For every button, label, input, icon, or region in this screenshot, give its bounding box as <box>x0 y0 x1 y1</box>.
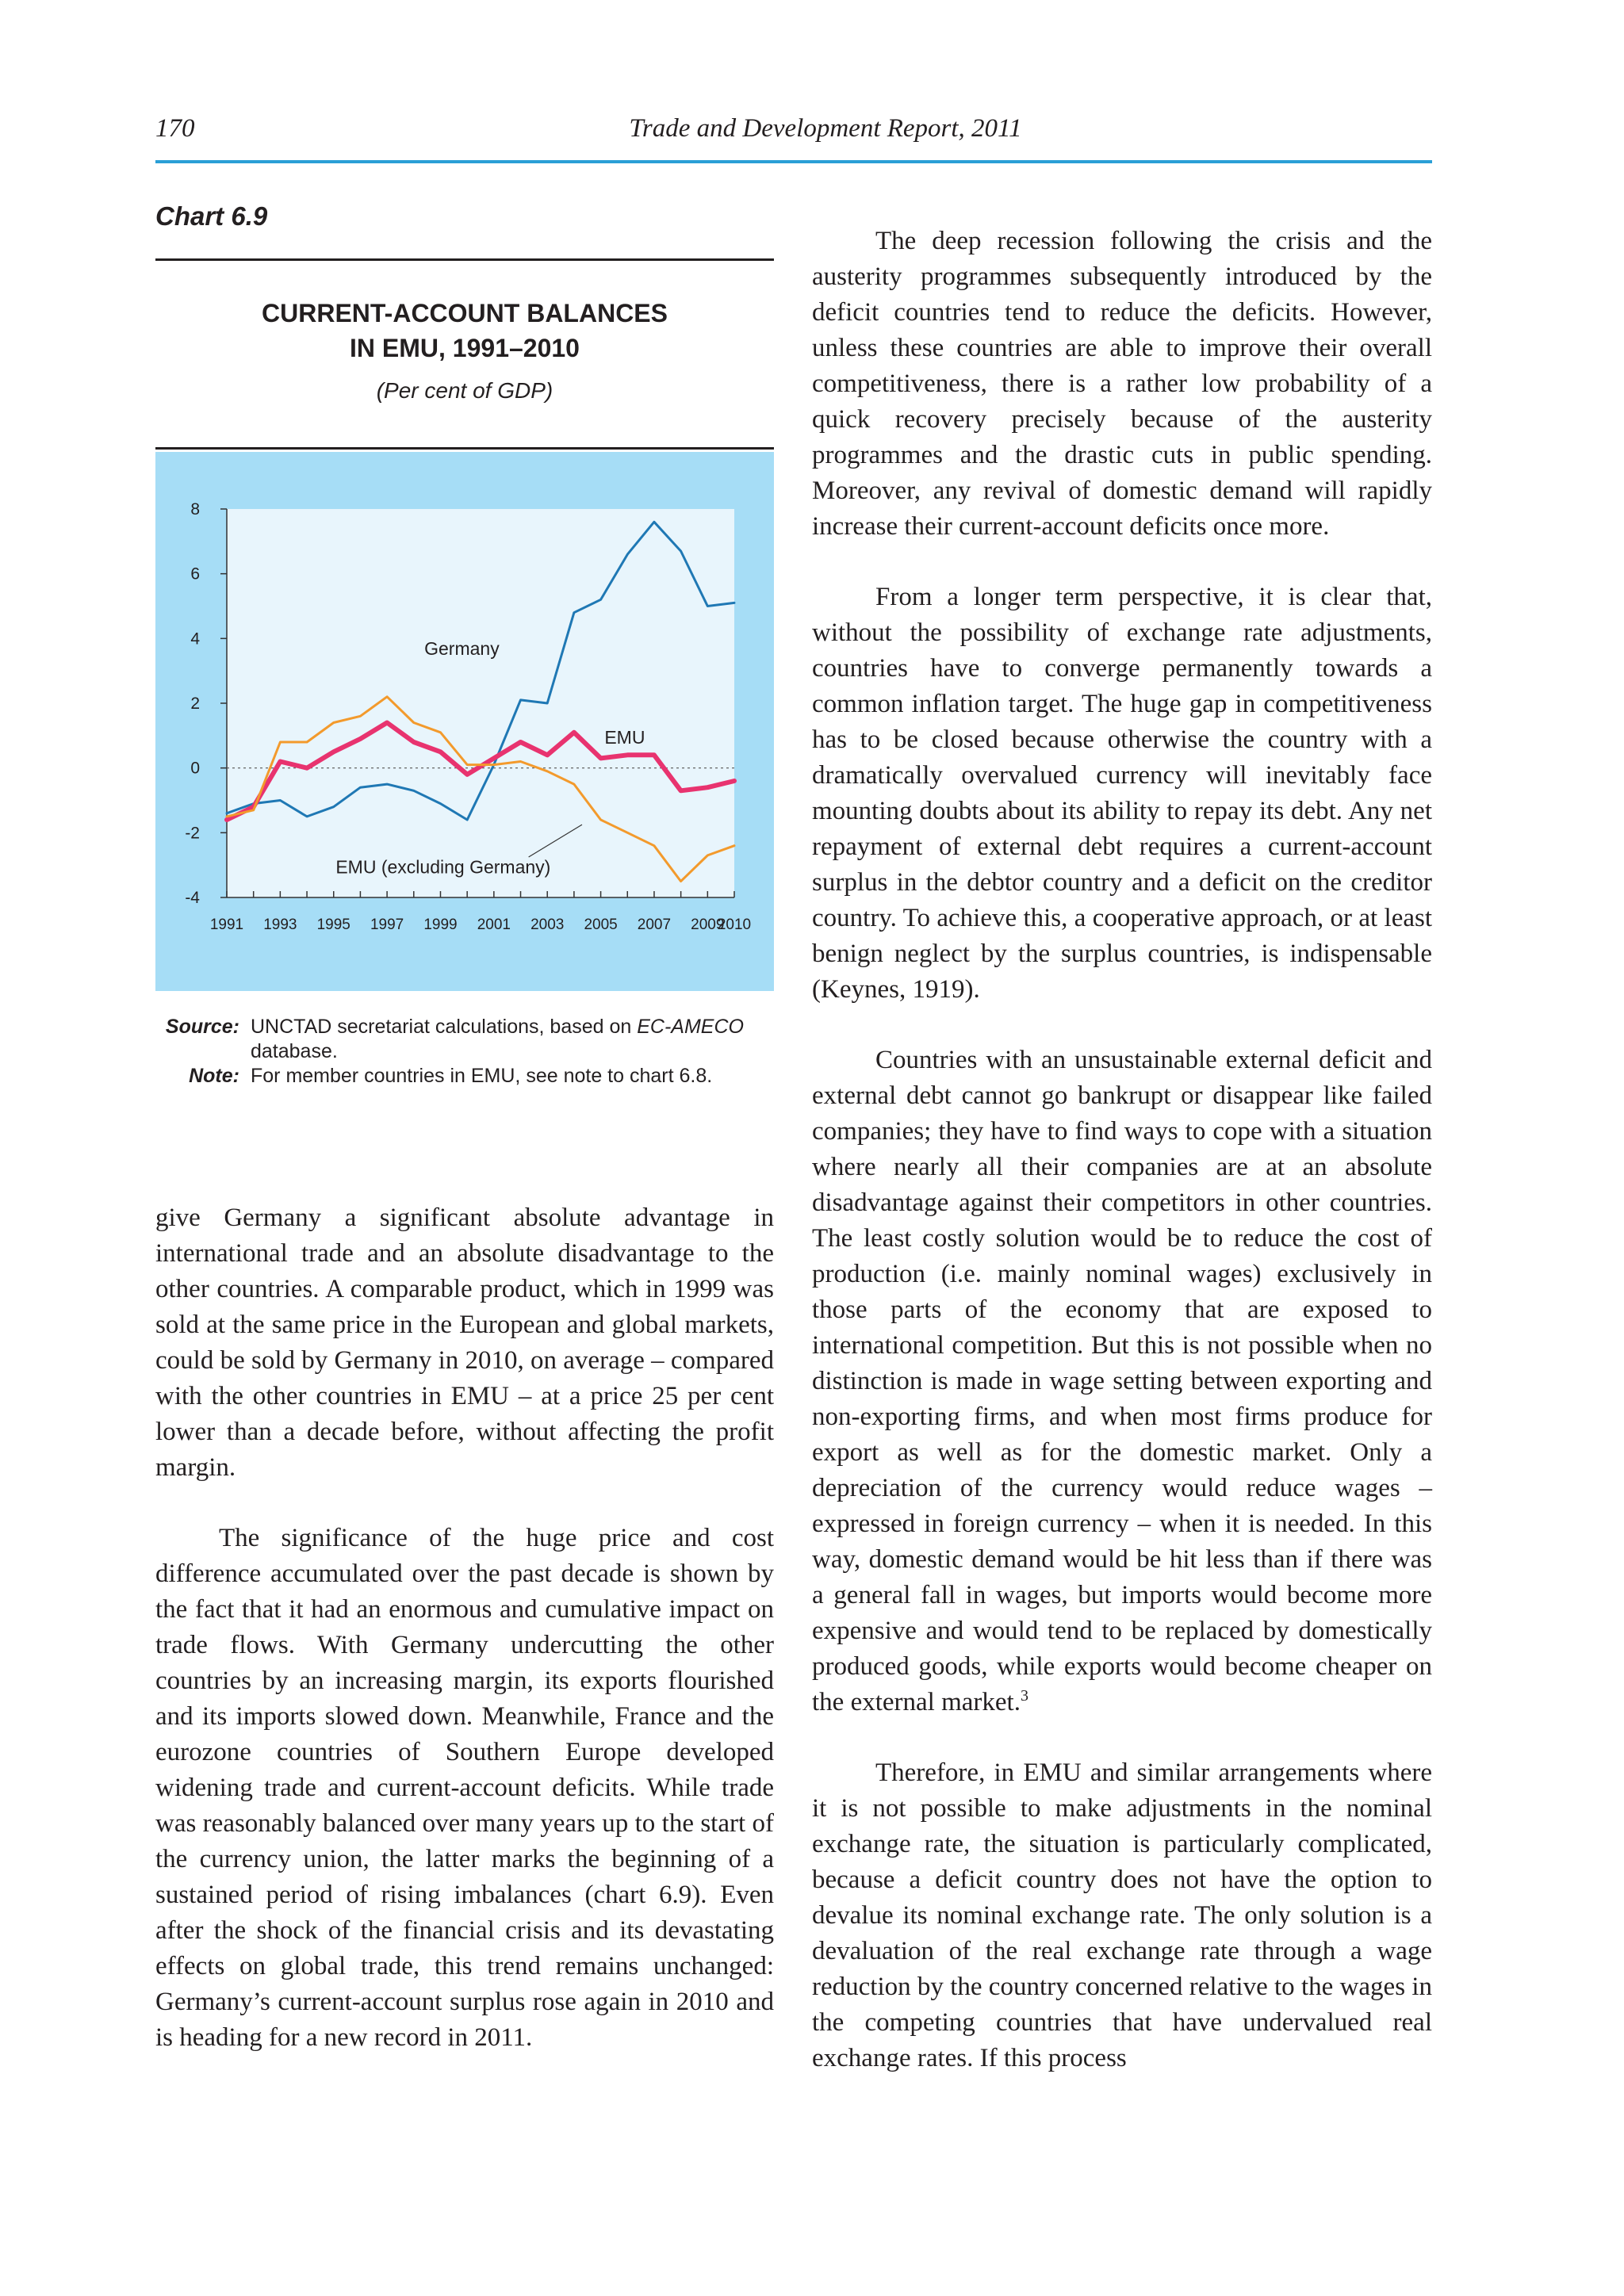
x-tick-label: 2001 <box>477 916 511 933</box>
source-label: Source: <box>165 1016 239 1038</box>
note-text: For member countries in EMU, see note to chart 6.8. <box>251 1065 713 1087</box>
x-tick-label: 2005 <box>584 916 618 933</box>
source-text-suffix: database. <box>251 1040 338 1062</box>
chart-subtitle: (Per cent of GDP) <box>376 378 553 403</box>
footnote-ref: 3 <box>1020 1687 1028 1705</box>
y-tick-label: 6 <box>190 564 200 584</box>
right-paragraph-3-text: Countries with an unsustainable external deficit and external debt cannot go bankrupt or disappear like failed companies; they have to find ways to cope with a situation where nearly all their companies are at an absolute disadvantage against their competitors in other countries. The least costly solution would be to reduce the cost of production (i.e. mainly nominal wages) exclusively in those parts of the economy that are exposed to international competition. But this is not possible when no distinction is made in wage setting between exporting and non-exporting firms, and when most firms produce for export as well as for the domestic market. Only a depreciation of the currency would reduce wages – expressed in foreign currency – when it is needed. In this way, domestic demand would be hit less than if there was a general fall in wages, but imports would become more expensive and would tend to be replaced by domestically produced goods, while exports would become cheaper on the external market. <box>812 1046 1432 1716</box>
x-tick-label: 1999 <box>423 916 458 933</box>
y-tick-label: -2 <box>185 824 200 843</box>
chart-mid-rule <box>155 447 774 450</box>
x-tick-label: 1997 <box>370 916 404 933</box>
source-note <box>155 1015 782 1064</box>
member-note <box>155 1064 782 1089</box>
x-tick-label: 2007 <box>637 916 672 933</box>
right-paragraph-1: The deep recession following the crisis and the austerity programmes subsequently introduced by the deficit countries tend to reduce the deficits. However, unless these countries are able to improve their overall competitiveness, there is a rather low probability of a quick recovery precisely because of the austerity programmes and the drastic cuts in public spending. Moreover, any revival of domestic demand will rapidly increase their current-account deficits once more. <box>812 227 1432 541</box>
x-tick-label: 2003 <box>530 916 565 933</box>
left-paragraph-2: The significance of the huge price and cost difference accumulated over the past decade is shown by the fact that it had an enormous and cumulative impact on trade flows. With Germany undercutting the other countries by an increasing margin, its exports flourished and its imports slowed down. Meanwhile, France and the eurozone countries of Southern Europe developed widening trade and current-account deficits. While trade was reasonably balanced over many years up to the start of the currency union, the latter marks the beginning of a sustained period of rising imbalances (chart 6.9). Even after the shock of the financial crisis and its devastating effects on global trade, this trend remains unchanged: Germany’s current-account surplus rose again in 2010 and is heading for a new record in 2011. <box>155 1524 774 2052</box>
x-tick-label: 1995 <box>316 916 350 933</box>
source-database: EC-AMECO <box>637 1016 744 1038</box>
x-tick-label: 1993 <box>263 916 297 933</box>
right-paragraph-3 <box>812 1043 1432 1720</box>
running-title: Trade and Development Report, 2011 <box>629 114 1022 143</box>
left-paragraph-1: give Germany a significant absolute advantage in international trade and an absolute disadvantage to the other countries. A comparable product, which in 1999 was sold at the same price in the European and global markets, could be sold by Germany in 2010, on average – compared with the other countries in EMU – at a price 25 per cent lower than a decade before, without affecting the profit margin. <box>155 1203 774 1482</box>
page-header <box>155 109 1432 163</box>
chart-label: Chart 6.9 <box>155 201 268 231</box>
right-paragraph-4: Therefore, in EMU and similar arrangements where it is not possible to make adjustments in the nominal exchange rate, the situation is particularly complicated, because a deficit country does not have the option to devalue its nominal exchange rate. The only solution is a devaluation of the real exchange rate through a wage reduction by the country concerned relative to the wages in the competing countries that have undervalued real exchange rates. If this process <box>812 1758 1432 2072</box>
chart-top-rule <box>155 258 774 261</box>
x-tick-label: 1991 <box>209 916 244 933</box>
chart-title-line1: CURRENT-ACCOUNT BALANCES <box>262 299 668 327</box>
chart-notes <box>155 1015 782 1089</box>
y-tick-label: -4 <box>185 889 200 907</box>
label-germany: Germany <box>424 637 500 659</box>
label-emu: EMU <box>604 727 645 748</box>
chart-panel <box>155 452 774 991</box>
y-tick-label: 0 <box>190 759 200 778</box>
source-text-prefix: UNCTAD secretariat calculations, based on <box>251 1016 638 1038</box>
page-number: 170 <box>155 114 195 143</box>
right-column <box>812 224 1432 2111</box>
right-paragraph-2: From a longer term perspective, it is clear that, without the possibility of exchange rate adjustments, countries have to converge permanently towards a common inflation target. The huge gap in competitiveness has to be closed because otherwise the country with a dramatically overvalued currency will inevitably face mounting doubts about its ability to repay its debt. Any net repayment of external debt requires a current-account surplus in the debtor country and a deficit on the creditor country. To achieve this, a cooperative approach, or at least benign neglect by the surplus countries, is indispensable (Keynes, 1919). <box>812 583 1432 1004</box>
y-tick-label: 4 <box>190 629 200 649</box>
note-label: Note: <box>189 1065 239 1087</box>
left-column <box>155 1200 774 2091</box>
line-chart <box>155 452 774 991</box>
x-tick-label: 2010 <box>717 916 752 933</box>
x-tick-label: 2009 <box>691 916 725 933</box>
label-emu-excluding-germany: EMU (excluding Germany) <box>335 856 551 878</box>
chart-title-line2: IN EMU, 1991–2010 <box>350 334 580 362</box>
y-tick-label: 8 <box>190 500 200 519</box>
y-tick-label: 2 <box>190 695 200 713</box>
source-text <box>251 1015 782 1064</box>
plot-area <box>227 509 734 897</box>
